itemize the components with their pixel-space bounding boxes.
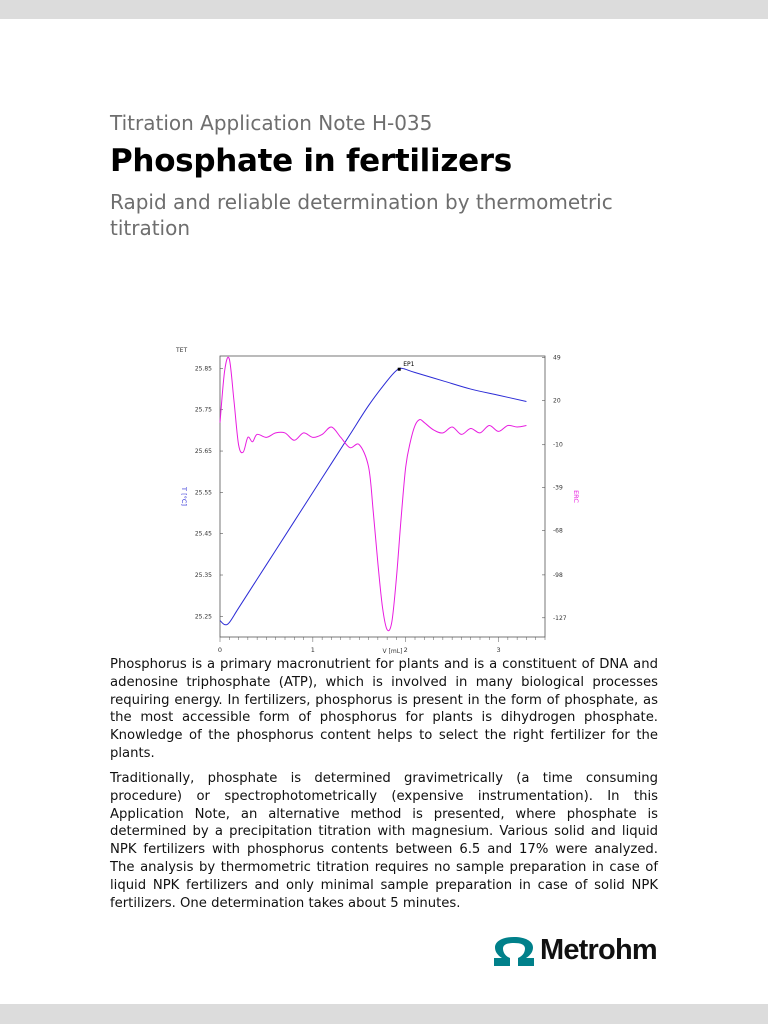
- plot-frame: [220, 356, 545, 637]
- y-left-tick-label: 25.65: [194, 448, 212, 456]
- x-tick-label: 3: [496, 646, 501, 654]
- y-left-axis-label: T [°C]: [180, 487, 188, 506]
- y-right-tick-label: 20: [553, 397, 561, 405]
- page-title: Phosphate in fertilizers: [110, 143, 512, 179]
- body-paragraph-1: Phosphorus is a primary macronutrient for plants and is a constituent of DNA and adenosine triphosphate (ATP), which is involved in many biological processes requiring energy. In fertilizers, phosphorus is present in the form of phosphate, as the most accessible form of phosphorus for plants is dihydrogen phosphate. Knowledge of the phosphorus content helps to select the right fertilizer for the plants.: [110, 657, 658, 761]
- y-left-tick-label: 25.55: [194, 489, 212, 497]
- titration-curve-chart: [170, 341, 590, 671]
- y-right-tick-label: -98: [553, 571, 563, 579]
- y-left-tick-label: 25.45: [194, 530, 212, 538]
- page-subtitle: Rapid and reliable determination by thermometric titration: [110, 190, 613, 240]
- viewer-bottom-bar: [0, 1004, 768, 1024]
- document-page: [0, 19, 768, 1004]
- chart-corner-label: TET: [176, 347, 188, 354]
- y-right-axis-label: ERC: [572, 490, 580, 503]
- y-right-tick-label: -127: [553, 614, 567, 622]
- y-left-tick-label: 25.25: [194, 613, 212, 621]
- x-tick-label: 0: [217, 646, 223, 654]
- endpoint-label: EP1: [403, 361, 415, 369]
- series-line-temperature: [220, 368, 526, 625]
- y-right-tick-label: -10: [553, 441, 563, 449]
- y-right-tick-label: -68: [553, 527, 563, 535]
- y-left-tick-label: 25.35: [194, 572, 212, 580]
- body-paragraph-2: Traditionally, phosphate is determined gravimetrically (a time consuming procedure) or spectrophotometrically (expensive instrumentation). In this Application Note, an alternative method is presented, where phosphate is determined by a precipitation titration with magnesium. Various solid and liquid NPK fertilizers with phosphorus contents between 6.5 and 17% were analyzed. The analysis by thermometric titration requires no sample preparation in case of liquid NPK fertilizers and only minimal sample preparation in case of solid NPK fertilizers. One determination takes about 5 minutes.: [110, 771, 658, 911]
- x-axis-label: V [mL]: [382, 648, 403, 655]
- y-right-tick-label: 49: [553, 354, 561, 362]
- y-left-tick-label: 25.85: [194, 365, 212, 373]
- viewer-top-bar: [0, 0, 768, 19]
- brand-name: Metrohm: [540, 934, 657, 966]
- y-left-tick-label: 25.75: [194, 406, 212, 414]
- application-note-label: Titration Application Note H-035: [110, 111, 433, 135]
- metrohm-omega-icon: [492, 936, 536, 968]
- y-right-tick-label: -39: [553, 484, 563, 492]
- endpoint-marker: [398, 368, 401, 371]
- x-tick-label: 1: [310, 646, 315, 654]
- metrohm-logo: [492, 933, 662, 969]
- x-tick-label: 2: [403, 646, 408, 654]
